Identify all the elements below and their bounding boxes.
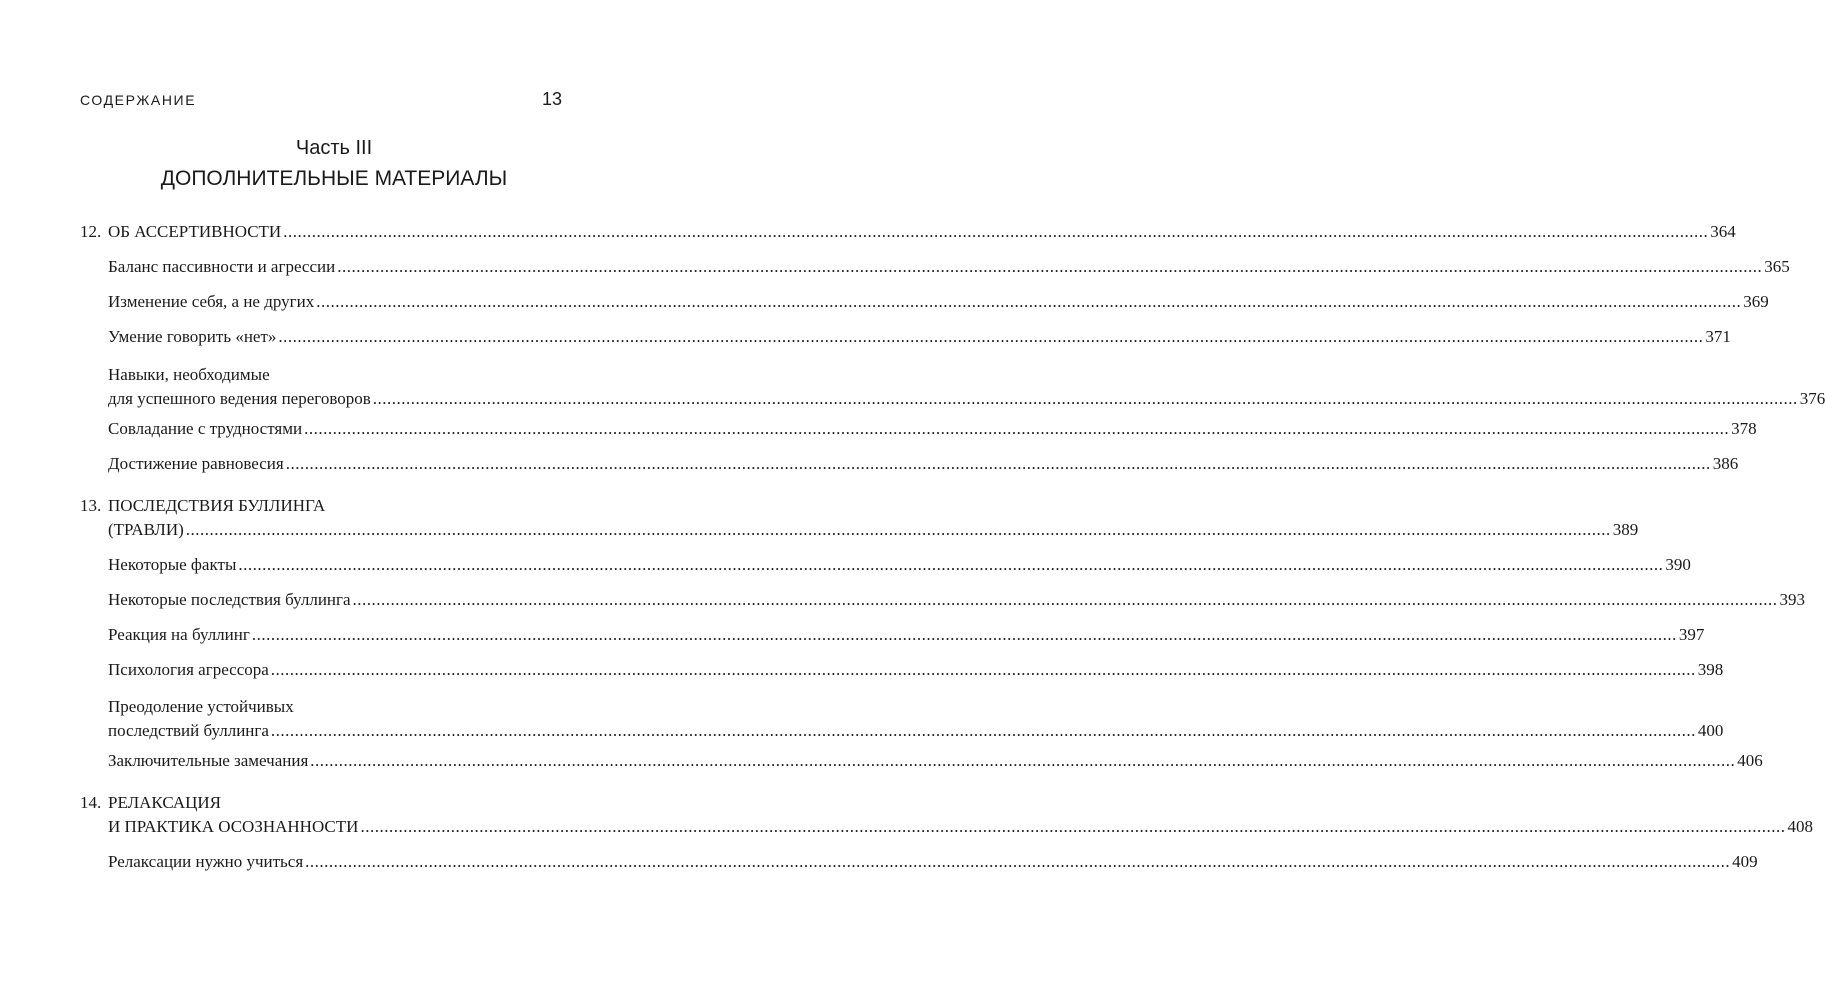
dot-leader: ............................................................................................................................................................................................................................................................................................................ [285,454,1711,473]
toc-page-number: 398 [1697,660,1724,679]
toc-page-number: 397 [1678,625,1705,644]
toc-page-number: 386 [1712,454,1739,473]
toc-entry-title: Заключительные замечания [108,751,309,770]
toc-entry-title: ПОСЛЕДСТВИЯ БУЛЛИНГА [108,496,326,515]
toc-line [108,257,1790,281]
toc-section [108,697,1724,745]
toc-page-number: 365 [1764,257,1790,276]
toc-entry-title: для успешного ведения переговоров [108,389,371,408]
toc-entry-title: Совладание с трудностями [108,419,303,438]
dot-leader: ............................................................................................................................................................................................................................................................................................................ [270,660,1696,679]
toc-page-number: 364 [1710,222,1736,241]
toc-entry-title: Достижение равновесия [108,454,284,473]
toc-entry-title: Реакция на буллинг [108,625,250,644]
toc-page-number: 408 [1787,817,1813,836]
chapter-number: 14. [80,793,102,812]
toc-page-number: 400 [1697,721,1724,740]
toc-section [108,257,1790,281]
toc-entry-title: (ТРАВЛИ) [108,520,184,539]
toc-line [108,365,560,389]
toc-line [108,389,1825,413]
dot-leader: ............................................................................................................................................................................................................................................................................................................ [337,257,1763,276]
toc-section [108,454,1739,478]
toc-line [108,697,560,721]
toc-entry-title: последствий буллинга [108,721,269,740]
chapter-title-block [108,496,1639,544]
toc-line [108,292,1769,316]
toc-line [108,454,1739,478]
dot-leader: ............................................................................................................................................................................................................................................................................................................ [352,590,1778,609]
toc-section [108,365,1825,413]
dot-leader: ............................................................................................................................................................................................................................................................................................................ [305,852,1731,871]
toc-section [108,292,1769,316]
dot-leader: ............................................................................................................................................................................................................................................................................................................ [270,721,1696,740]
toc-page-number: 376 [1799,389,1825,408]
toc-page-number: 409 [1732,852,1758,871]
dot-leader: ............................................................................................................................................................................................................................................................................................................ [310,751,1736,770]
toc-line [108,751,1763,775]
toc-section [108,327,1731,351]
dot-leader: ............................................................................................................................................................................................................................................................................................................ [360,817,1786,836]
toc-section [108,751,1763,775]
toc-entry-title: Умение говорить «нет» [108,327,277,346]
toc-page-number: 390 [1665,555,1691,574]
toc-entry-title: Психология агрессора [108,660,269,679]
toc-entry-title: Навыки, необходимые [108,365,270,384]
toc-entry-title: ОБ АССЕРТИВНОСТИ [108,222,282,241]
toc-entry-title: Преодоление устойчивых [108,697,294,716]
chapter-title-block [108,793,1813,841]
toc-entry-title: Изменение себя, а не других [108,292,315,311]
toc-entry-title: РЕЛАКСАЦИЯ [108,793,221,812]
toc-line [108,852,1758,876]
toc-line [108,793,560,817]
dot-leader: ............................................................................................................................................................................................................................................................................................................ [278,327,1704,346]
toc-line [108,625,1705,649]
toc-entry-title: Баланс пассивности и агрессии [108,257,336,276]
toc-line [108,419,1757,443]
chapter-number: 12. [80,222,102,241]
toc-line [108,721,1724,745]
toc-section [108,660,1724,684]
part-subtitle: ДОПОЛНИТЕЛЬНЫЕ МАТЕРИАЛЫ [160,167,508,190]
dot-leader: ............................................................................................................................................................................................................................................................................................................ [372,389,1798,408]
toc-page-number: 389 [1612,520,1639,539]
dot-leader: ............................................................................................................................................................................................................................................................................................................ [304,419,1730,438]
page-number: 13 [541,89,562,109]
dot-leader: ............................................................................................................................................................................................................................................................................................................ [283,222,1709,241]
toc-line [108,520,1639,544]
toc-line [108,817,1813,841]
toc-page-number: 406 [1737,751,1763,770]
toc-section [108,555,1691,579]
toc-page-number: 371 [1705,327,1731,346]
toc-section [108,625,1705,649]
toc-section [108,419,1757,443]
dot-leader: ............................................................................................................................................................................................................................................................................................................ [185,520,1611,539]
toc-page-number: 393 [1779,590,1806,609]
toc-entry-title: И ПРАКТИКА ОСОЗНАННОСТИ [108,817,359,836]
toc-line [108,555,1691,579]
toc-line [108,590,1806,614]
toc-line [108,222,1736,246]
dot-leader: ............................................................................................................................................................................................................................................................................................................ [238,555,1664,574]
toc-entry-title: Некоторые последствия буллинга [108,590,351,609]
toc-entry-title: Релаксации нужно учиться [108,852,304,871]
dot-leader: ............................................................................................................................................................................................................................................................................................................ [251,625,1677,644]
toc-section [108,590,1806,614]
toc-page-number: 378 [1731,419,1757,438]
part-title: Часть III [295,137,373,159]
toc-page-number: 369 [1743,292,1769,311]
chapter-title-block [108,222,1736,246]
toc-line [108,496,560,520]
toc-entry-title: Некоторые факты [108,555,237,574]
toc-line [108,327,1731,351]
dot-leader: ............................................................................................................................................................................................................................................................................................................ [316,292,1742,311]
running-header-title: СОДЕРЖАНИЕ [80,92,197,108]
chapter-number: 13. [80,496,102,515]
toc-line [108,660,1724,684]
toc-section [108,852,1758,876]
